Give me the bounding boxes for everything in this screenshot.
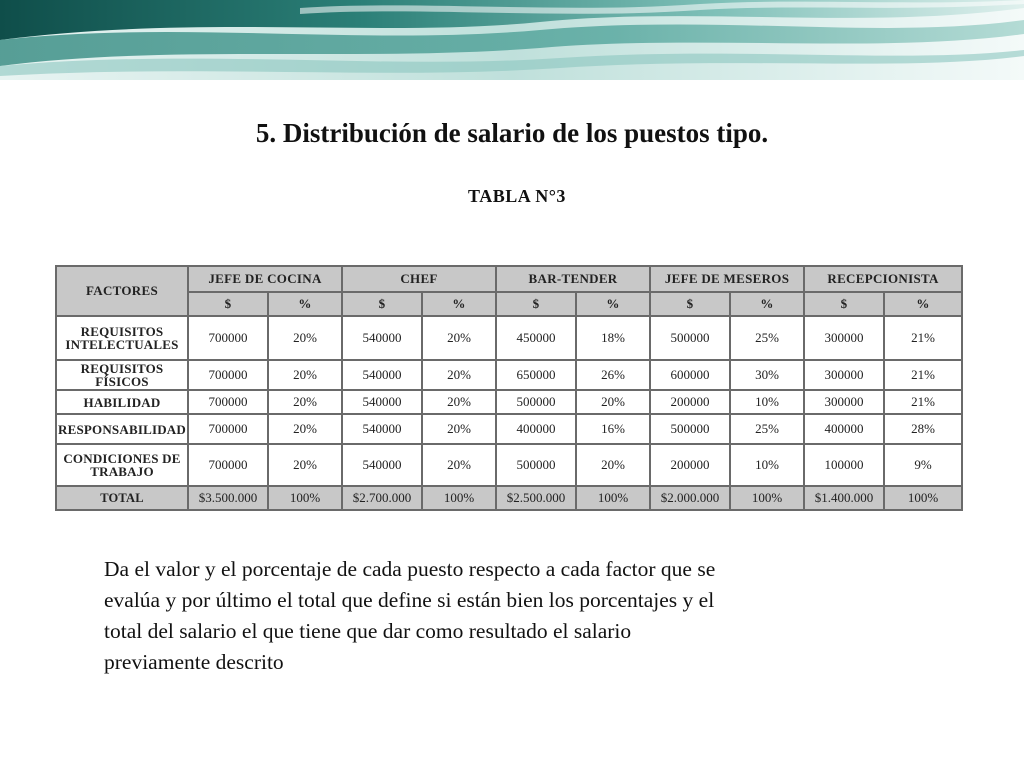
- percent-cell: 21%: [884, 316, 962, 360]
- amount-cell: 100000: [804, 444, 884, 486]
- description-line: evalúa y por último el total que define si están bien los porcentajes y el: [104, 588, 715, 612]
- percent-cell: 10%: [730, 390, 804, 414]
- percent-cell: 20%: [576, 444, 650, 486]
- amount-cell: 600000: [650, 360, 730, 390]
- percent-cell: 20%: [422, 414, 496, 444]
- amount-cell: 500000: [650, 414, 730, 444]
- percent-cell: 20%: [422, 360, 496, 390]
- amount-cell: 500000: [496, 444, 576, 486]
- amount-cell: 540000: [342, 444, 422, 486]
- percent-cell: 28%: [884, 414, 962, 444]
- amount-cell: 500000: [496, 390, 576, 414]
- percent-cell: 20%: [268, 444, 342, 486]
- percent-cell: 20%: [268, 360, 342, 390]
- slide-title: 5. Distribución de salario de los puestos tipo.: [255, 118, 769, 148]
- sub-header-percent: %: [422, 292, 496, 316]
- percent-cell: 20%: [268, 390, 342, 414]
- amount-cell: 400000: [496, 414, 576, 444]
- amount-cell: 300000: [804, 360, 884, 390]
- total-percent-cell: 100%: [576, 486, 650, 510]
- percent-cell: 10%: [730, 444, 804, 486]
- slide-description: [104, 554, 924, 678]
- percent-cell: 20%: [268, 316, 342, 360]
- sub-header-percent: %: [730, 292, 804, 316]
- amount-cell: 450000: [496, 316, 576, 360]
- amount-cell: 500000: [650, 316, 730, 360]
- percent-cell: 25%: [730, 414, 804, 444]
- sub-header-amount: $: [650, 292, 730, 316]
- percent-cell: 30%: [730, 360, 804, 390]
- table-row: [56, 444, 962, 486]
- factor-label-line: REQUISITOS: [80, 324, 164, 339]
- position-header-jefe-de-cocina: JEFE DE COCINA: [188, 266, 342, 292]
- factor-label: [56, 414, 188, 444]
- amount-cell: 300000: [804, 390, 884, 414]
- amount-cell: 540000: [342, 390, 422, 414]
- header-wave-banner: [0, 0, 1024, 80]
- position-header-jefe-de-meseros: JEFE DE MESEROS: [650, 266, 804, 292]
- table-body: [56, 316, 962, 510]
- factor-label-line: HABILIDAD: [83, 394, 161, 410]
- factors-header: FACTORES: [56, 266, 188, 316]
- position-header-recepcionista: RECEPCIONISTA: [804, 266, 962, 292]
- amount-cell: 200000: [650, 444, 730, 486]
- factor-label: [56, 444, 188, 486]
- salary-distribution-table: [55, 265, 963, 511]
- amount-cell: 540000: [342, 316, 422, 360]
- percent-cell: 21%: [884, 360, 962, 390]
- factor-label-line: RESPONSABILIDAD: [58, 421, 186, 437]
- factor-label-line: INTELECTUALES: [65, 337, 179, 352]
- amount-cell: 200000: [650, 390, 730, 414]
- total-amount-cell: $2.700.000: [342, 486, 422, 510]
- percent-cell: 16%: [576, 414, 650, 444]
- percent-cell: 20%: [422, 444, 496, 486]
- description-line: total del salario el que tiene que dar como resultado el salario: [104, 619, 632, 643]
- sub-header-percent: %: [576, 292, 650, 316]
- table-row: [56, 390, 962, 414]
- factor-label-line: TRABAJO: [90, 464, 154, 479]
- percent-cell: 20%: [422, 390, 496, 414]
- description-line: previamente descrito: [104, 650, 284, 674]
- table-row: [56, 316, 962, 360]
- factor-label: [56, 390, 188, 414]
- amount-cell: 300000: [804, 316, 884, 360]
- total-percent-cell: 100%: [730, 486, 804, 510]
- percent-cell: 26%: [576, 360, 650, 390]
- table-caption: TABLA N°3: [468, 186, 566, 206]
- total-amount-cell: $2.500.000: [496, 486, 576, 510]
- total-percent-cell: 100%: [268, 486, 342, 510]
- percent-cell: 20%: [576, 390, 650, 414]
- sub-header-amount: $: [804, 292, 884, 316]
- total-amount-cell: $2.000.000: [650, 486, 730, 510]
- table-row: [56, 414, 962, 444]
- amount-cell: 700000: [188, 316, 268, 360]
- factor-label: [56, 316, 188, 360]
- total-amount-cell: $3.500.000: [188, 486, 268, 510]
- factor-label-line: CONDICIONES DE: [63, 451, 181, 466]
- sub-header-amount: $: [188, 292, 268, 316]
- sub-header-amount: $: [496, 292, 576, 316]
- percent-cell: 25%: [730, 316, 804, 360]
- total-amount-cell: $1.400.000: [804, 486, 884, 510]
- description-line: Da el valor y el porcentaje de cada puesto respecto a cada factor que se: [104, 557, 716, 581]
- amount-cell: 650000: [496, 360, 576, 390]
- percent-cell: 20%: [422, 316, 496, 360]
- factor-label-line: REQUISITOS: [80, 361, 164, 376]
- total-label: TOTAL: [56, 486, 188, 510]
- amount-cell: 700000: [188, 390, 268, 414]
- percent-cell: 9%: [884, 444, 962, 486]
- total-percent-cell: 100%: [422, 486, 496, 510]
- amount-cell: 540000: [342, 360, 422, 390]
- amount-cell: 700000: [188, 444, 268, 486]
- amount-cell: 700000: [188, 360, 268, 390]
- amount-cell: 540000: [342, 414, 422, 444]
- sub-header-amount: $: [342, 292, 422, 316]
- sub-header-percent: %: [268, 292, 342, 316]
- position-header-chef: CHEF: [342, 266, 496, 292]
- percent-cell: 20%: [268, 414, 342, 444]
- factor-label: [56, 360, 188, 390]
- total-row: [56, 486, 962, 510]
- sub-header-percent: %: [884, 292, 962, 316]
- percent-cell: 21%: [884, 390, 962, 414]
- percent-cell: 18%: [576, 316, 650, 360]
- factor-label-line: FÍSICOS: [95, 374, 149, 389]
- position-header-bar-tender: BAR-TENDER: [496, 266, 650, 292]
- amount-cell: 700000: [188, 414, 268, 444]
- total-percent-cell: 100%: [884, 486, 962, 510]
- amount-cell: 400000: [804, 414, 884, 444]
- table-row: [56, 360, 962, 390]
